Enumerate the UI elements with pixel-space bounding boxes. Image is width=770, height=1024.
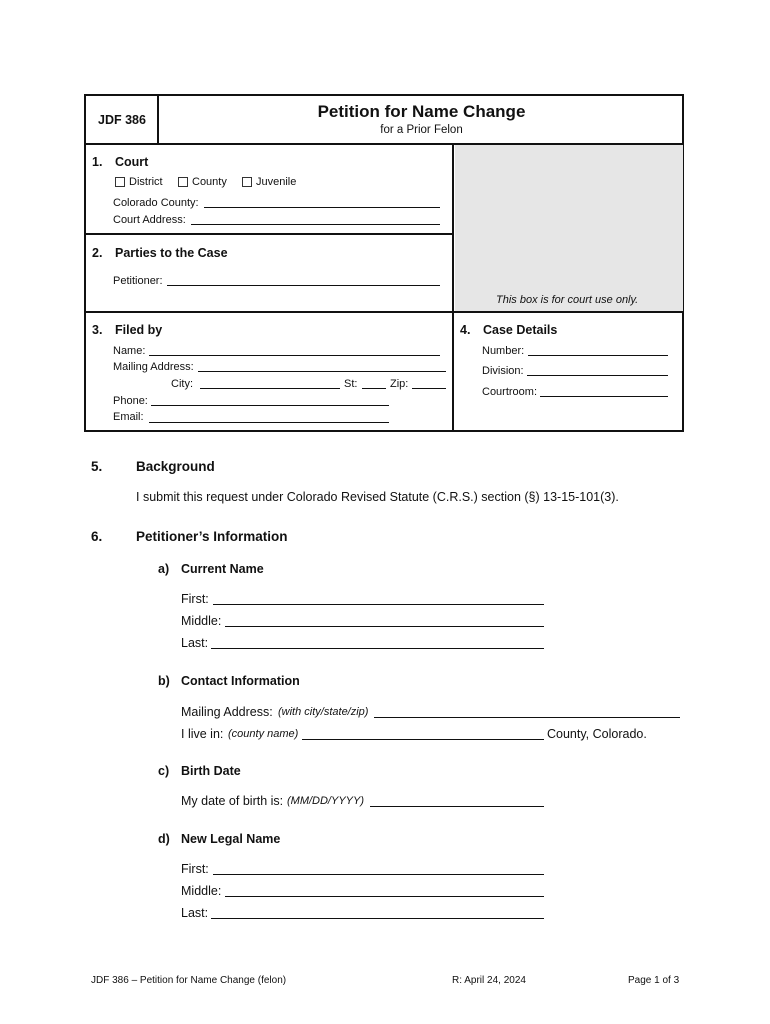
subsection-c-letter: c): [158, 764, 170, 778]
subsection-b-heading: Contact Information: [181, 674, 300, 688]
form-subtitle: for a Prior Felon: [380, 124, 463, 136]
subsection-d-letter: d): [158, 832, 170, 846]
court-address-label: Court Address:: [113, 214, 186, 226]
court-use-note: This box is for court use only.: [496, 294, 639, 306]
footer-page-number: Page 1 of 3: [628, 975, 680, 986]
juvenile-checkbox[interactable]: [242, 177, 252, 187]
live-in-suffix: County, Colorado.: [547, 727, 647, 741]
section-4-number: 4.: [460, 323, 471, 337]
current-first-label: First:: [181, 592, 209, 606]
petitioner-label: Petitioner:: [113, 275, 163, 287]
section-6-heading: Petitioner’s Information: [136, 529, 288, 544]
case-number-field[interactable]: [528, 355, 668, 356]
form-title: Petition for Name Change: [317, 102, 526, 121]
filer-st-label: St:: [344, 378, 358, 390]
new-middle-field[interactable]: [225, 896, 544, 897]
filer-name-field[interactable]: [149, 355, 440, 356]
filer-zip-field[interactable]: [412, 388, 446, 389]
dob-hint: (MM/DD/YYYY): [287, 795, 364, 807]
live-in-county-field[interactable]: [302, 739, 544, 740]
division-label: Division:: [482, 365, 524, 377]
new-first-label: First:: [181, 862, 209, 876]
current-middle-label: Middle:: [181, 614, 222, 628]
court-section-divider: [84, 233, 453, 235]
subsection-a-letter: a): [158, 562, 170, 576]
current-middle-field[interactable]: [225, 626, 544, 627]
filed-by-divider: [84, 311, 684, 313]
section-2-number: 2.: [92, 246, 103, 260]
contact-mailing-field[interactable]: [374, 717, 680, 718]
filer-phone-label: Phone:: [113, 395, 148, 407]
dob-label: My date of birth is:: [181, 794, 284, 808]
juvenile-label: Juvenile: [256, 176, 297, 188]
courtroom-label: Courtroom:: [482, 386, 538, 398]
subsection-d-heading: New Legal Name: [181, 832, 281, 846]
court-address-field[interactable]: [191, 224, 440, 225]
filer-mailing-field[interactable]: [198, 371, 446, 372]
filer-name-label: Name:: [113, 345, 146, 357]
filer-st-field[interactable]: [362, 388, 386, 389]
subsection-b-letter: b): [158, 674, 170, 688]
district-label: District: [129, 176, 163, 188]
section-5-number: 5.: [91, 459, 103, 474]
new-first-field[interactable]: [213, 874, 544, 875]
new-middle-label: Middle:: [181, 884, 222, 898]
section-1-heading: Court: [115, 155, 149, 169]
filer-mailing-label: Mailing Address:: [113, 361, 194, 373]
petitioner-field[interactable]: [167, 285, 440, 286]
subsection-c-heading: Birth Date: [181, 764, 241, 778]
contact-mailing-hint: (with city/state/zip): [278, 706, 369, 718]
section-6-number: 6.: [91, 529, 103, 544]
footer-form-name: JDF 386 – Petition for Name Change (felon): [91, 975, 287, 986]
division-field[interactable]: [527, 375, 668, 376]
filer-phone-field[interactable]: [151, 405, 389, 406]
filer-city-label: City:: [171, 378, 193, 390]
filer-email-label: Email:: [113, 411, 144, 423]
current-last-field[interactable]: [211, 648, 544, 649]
section-5-text: I submit this request under Colorado Revised Statute (C.R.S.) section (§) 13-15-101(3).: [136, 490, 619, 504]
contact-mailing-label: Mailing Address:: [181, 705, 273, 719]
header-divider: [84, 143, 684, 145]
form-code: JDF 386: [98, 113, 146, 127]
live-in-label: I live in:: [181, 727, 224, 741]
live-in-hint: (county name): [228, 728, 299, 740]
filer-city-field[interactable]: [200, 388, 340, 389]
new-last-field[interactable]: [211, 918, 544, 919]
section-2-heading: Parties to the Case: [115, 246, 228, 260]
section-3-heading: Filed by: [115, 323, 163, 337]
section-1-number: 1.: [92, 155, 103, 169]
footer-revision-date: R: April 24, 2024: [452, 975, 526, 986]
new-last-label: Last:: [181, 906, 209, 920]
caption-center-divider: [452, 143, 454, 432]
section-4-heading: Case Details: [483, 323, 558, 337]
dob-field[interactable]: [370, 806, 544, 807]
district-checkbox[interactable]: [115, 177, 125, 187]
county-checkbox[interactable]: [178, 177, 188, 187]
section-5-heading: Background: [136, 459, 215, 474]
case-number-label: Number:: [482, 345, 525, 357]
court-use-box: [455, 145, 683, 311]
colorado-county-label: Colorado County:: [113, 197, 199, 209]
courtroom-field[interactable]: [540, 396, 668, 397]
county-label: County: [192, 176, 227, 188]
current-first-field[interactable]: [213, 604, 544, 605]
section-3-number: 3.: [92, 323, 103, 337]
subsection-a-heading: Current Name: [181, 562, 264, 576]
current-last-label: Last:: [181, 636, 209, 650]
filer-zip-label: Zip:: [390, 378, 409, 390]
colorado-county-field[interactable]: [204, 207, 440, 208]
filer-email-field[interactable]: [149, 422, 389, 423]
